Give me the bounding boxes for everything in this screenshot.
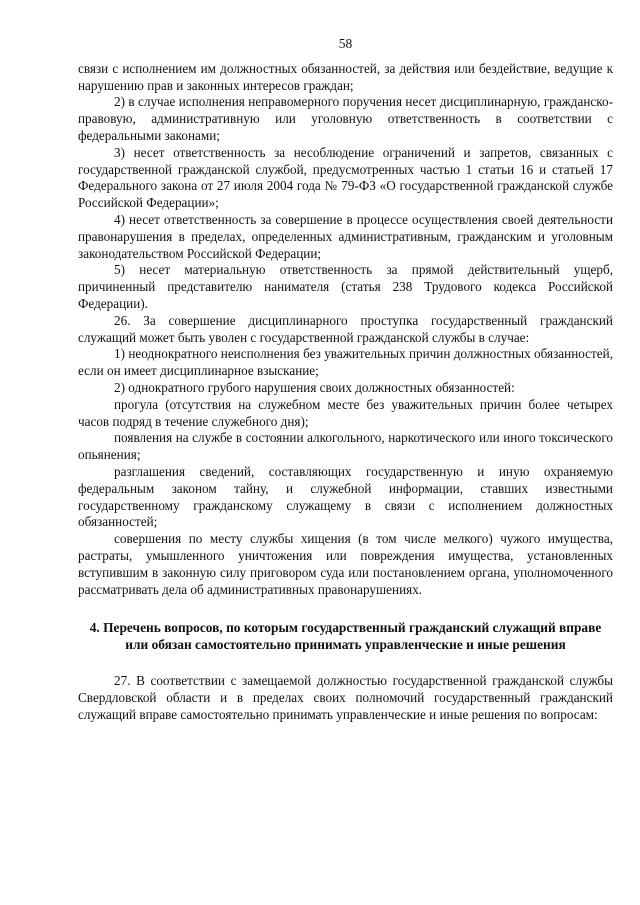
paragraph: 5) несет материальную ответственность за прямой действительный ущерб, причиненный представителю нанимателя (статья 238 Трудового кодекса Российской Федерации). <box>78 262 613 311</box>
paragraph: 26. За совершение дисциплинарного проступка государственный гражданский служащий может быть уволен с государственной гражданской службы в случае: <box>78 312 613 345</box>
paragraph: 4) несет ответственность за совершение в процессе осуществления своей деятельности правонарушения в пределах, определенных административным, гражданским и уголовным законодательством Российской Федерации; <box>78 211 613 261</box>
paragraph: прогула (отсутствия на служебном месте без уважительных причин более четырех часов подряд в течение служебного дня); <box>78 396 613 429</box>
document-body-top <box>78 61 613 599</box>
paragraph: 3) несет ответственность за несоблюдение ограничений и запретов, связанных с государственной гражданской службой, предусмотренных частью 1 статьи 16 и статьей 17 Федерального закона от 27 июля 2004 года № 79-ФЗ «О государственной гражданской службе Российской Федерации»; <box>78 144 613 211</box>
paragraph: 27. В соответствии с замещаемой должностью государственной гражданской службы Свердловской области и в пределах своих полномочий государственный гражданский служащий вправе самостоятельно принимать управленческие и иные решения по вопросам: <box>78 673 613 722</box>
paragraph: разглашения сведений, составляющих государственную и иную охраняемую федеральным законом тайну, и служебной информации, ставших известными государственному гражданскому служащему в связи с исполнением должностных обязанностей; <box>78 463 613 530</box>
paragraph: 2) в случае исполнения неправомерного поручения несет дисциплинарную, гражданско-правовую, административную или уголовную ответственность в соответствии с федеральными законами; <box>78 94 613 143</box>
document-body-bottom <box>78 673 613 723</box>
paragraph: появления на службе в состоянии алкогольного, наркотического или иного токсического опьянения; <box>78 430 613 463</box>
section-heading: 4. Перечень вопросов, по которым государственный гражданский служащий вправе или обязан самостоятельно принимать управленческие и иные решения <box>89 620 602 653</box>
page-number: 58 <box>338 36 353 51</box>
paragraph: связи с исполнением им должностных обязанностей, за действия или бездействие, ведущие к нарушению прав и законных интересов граждан; <box>78 60 613 93</box>
paragraph: 2) однократного грубого нарушения своих должностных обязанностей: <box>114 379 515 395</box>
paragraph: 1) неоднократного неисполнения без уважительных причин должностных обязанностей, если он имеет дисциплинарное взыскание; <box>78 346 613 379</box>
paragraph: совершения по месту службы хищения (в том числе мелкого) чужого имущества, растраты, умышленного уничтожения или повреждения имущества, установленных вступившим в законную силу приговором суда или постановлением органа, уполномоченного рассматривать дела об административных правонарушениях. <box>78 531 613 597</box>
